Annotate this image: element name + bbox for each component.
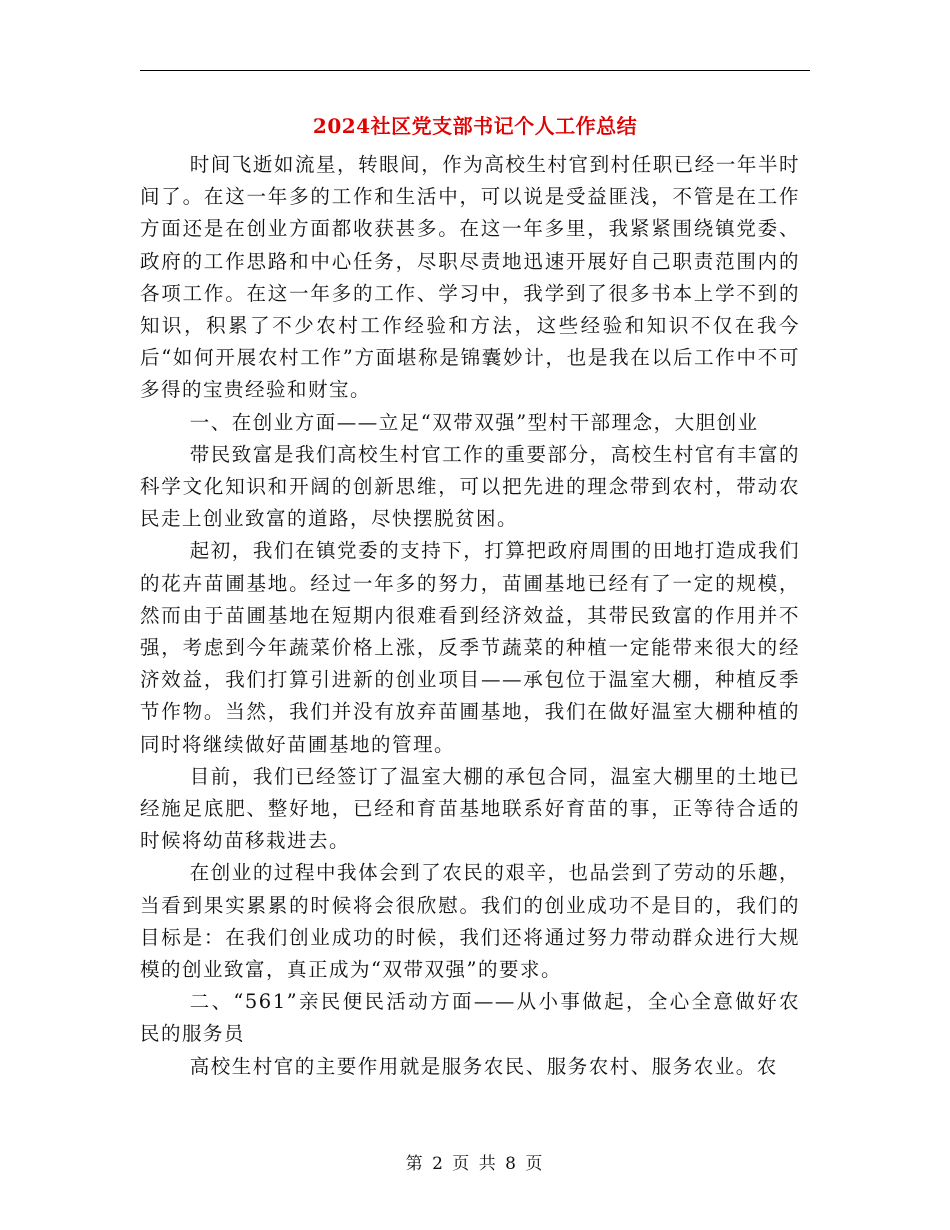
paragraph-experience: 在创业的过程中我体会到了农民的艰辛，也品尝到了劳动的乐趣，当看到果实累累的时候将会很欣慰。我们的创业成功不是目的，我们的目标是：在我们创业成功的时候，我们还将通过努力带动群众进行大规模的创业致富，真正成为“双带双强”的要求。 [140,861,800,982]
page-number: 第 2 页 共 8 页 [405,1154,545,1174]
paragraph-entrepreneurship: 带民致富是我们高校生村官工作的重要部分，高校生村官有丰富的科学文化知识和开阔的创新思维，可以把先进的理念带到农村，带动农民走上创业致富的道路，尽快摆脱贫困。 [140,442,800,531]
section-heading-2: 二、“561”亲民便民活动方面——从小事做起，全心全意做好农民的服务员 [140,990,800,1046]
document-body [140,149,800,1083]
paragraph-service: 高校生村官的主要作用就是服务农民、服务农村、服务农业。农 [189,1054,778,1078]
document-title: 2024社区党支部书记个人工作总结 [312,114,638,138]
paragraph-intro: 时间飞逝如流星，转眼间，作为高校生村官到村任职已经一年半时间了。在这一年多的工作和生活中，可以说是受益匪浅，不管是在工作方面还是在创业方面都收获甚多。在这一年多里，我紧紧围绕镇党委、政府的工作思路和中心任务，尽职尽责地迅速开展好自己职责范围内的各项工作。在这一年多的工作、学习中，我学到了很多书本上学不到的知识，积累了不少农村工作经验和方法，这些经验和知识不仅在我今后“如何开展农村工作”方面堪称是锦囊妙计，也是我在以后工作中不可多得的宝贵经验和财宝。 [140,153,800,402]
paragraph-nursery: 起初，我们在镇党委的支持下，打算把政府周围的田地打造成我们的花卉苗圃基地。经过一年多的努力，苗圃基地已经有了一定的规模，然而由于苗圃基地在短期内很难看到经济效益，其带民致富的作用并不强，考虑到今年蔬菜价格上涨，反季节蔬菜的种植一定能带来很大的经济效益，我们打算引进新的创业项目——承包位于温室大棚，种植反季节作物。当然，我们并没有放弃苗圃基地，我们在做好温室大棚种植的同时将继续做好苗圃基地的管理。 [140,539,800,756]
section-heading-1: 一、在创业方面——立足“双带双强”型村干部理念，大胆创业 [189,410,759,434]
paragraph-greenhouse: 目前，我们已经签订了温室大棚的承包合同，温室大棚里的土地已经施足底肥、整好地，已经和育苗基地联系好育苗的事，正等待合适的时候将幼苗移栽进去。 [140,764,800,853]
header-rule [140,70,810,71]
